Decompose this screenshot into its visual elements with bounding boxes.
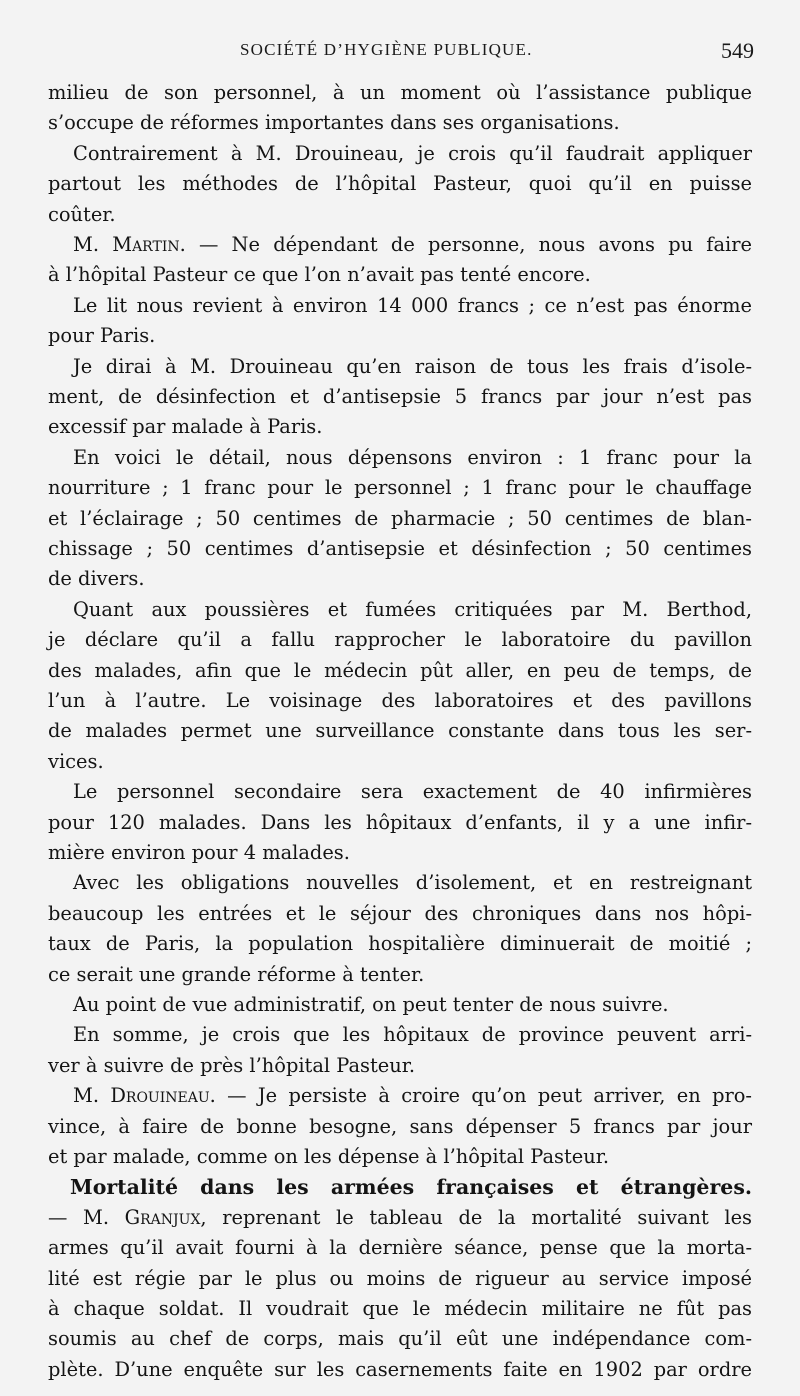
text-line [48,1051,752,1081]
text-line [48,534,752,564]
line-text: Je dirai à M. Drouineau qu’en raison de tous les frais d’isole- [73,354,752,378]
speaker-name: — M. Granjux, [48,1205,207,1229]
text-line [48,1264,752,1294]
running-head: SOCIÉTÉ D’HYGIÈNE PUBLIQUE. [240,40,533,59]
text-line [73,352,752,382]
line-text: ver à suivre de près l’hôpital Pasteur. [48,1053,416,1077]
text-line [73,868,752,898]
text-line [48,656,752,686]
line-text: l’un à l’autre. Le voisinage des laboratoires et des pavillons [48,689,752,712]
text-line [73,443,752,473]
line-text: milieu de son personnel, à un moment où l’assistance publique [48,81,752,104]
line-text: partout les méthodes de l’hôpital Pasteur, quoi qu’il en puisse [48,172,752,196]
line-text: des malades, afin que le médecin pût aller, en peu de temps, de [48,658,752,682]
text-line [48,1142,752,1172]
text-line [48,1112,752,1142]
text-line [70,1172,752,1202]
line-text: plète. D’une enquête sur les casernements faite en 1902 par ordre [48,1357,752,1381]
text-line [48,625,752,655]
section-heading: Mortalité dans les armées françaises et étrangères. [70,1175,752,1200]
line-text: Contrairement à M. Drouineau, je crois qu’il faudrait appliquer [73,141,752,165]
text-line [73,139,752,169]
line-text: soumis au chef de corps, mais qu’il eût une indépendance com- [48,1327,752,1351]
line-text: taux de Paris, la population hospitalière diminuerait de moitié ; [48,932,752,956]
text-line [48,1203,752,1233]
text-line [48,686,752,716]
text-line [48,78,752,108]
line-text: En voici le détail, nous dépensons environ : 1 franc pour la [73,445,752,469]
text-line [48,899,752,929]
line-text: Quant aux poussières et fumées critiquées par M. Berthod, [73,597,752,621]
line-text: vince, à faire de bonne besogne, sans dépenser 5 francs par jour [48,1114,752,1138]
line-text: à chaque soldat. Il voudrait que le médecin militaire ne fût pas [48,1297,752,1320]
page-number: 549 [721,38,754,63]
line-text: En somme, je crois que les hôpitaux de province peuvent arri- [73,1023,752,1047]
line-text: à l’hôpital Pasteur ce que l’on n’avait pas tenté encore. [48,263,591,287]
line-text: s’occupe de réformes importantes dans ses organisations. [48,111,620,135]
text-line [48,260,752,290]
line-text: nourriture ; 1 franc pour le personnel ; 1 franc pour le chauffage [48,476,752,500]
line-text: pour 120 malades. Dans les hôpitaux d’enfants, il y a une infir- [48,810,752,834]
text-line [73,1081,752,1111]
line-text: pour Paris. [48,324,156,348]
line-text: ment, de désinfection et d’antisepsie 5 francs par jour n’est pas [48,385,752,408]
text-line [48,1324,752,1354]
line-text: reprenant le tableau de la mortalité suivant les [206,1205,753,1229]
line-text: vices. [48,749,104,773]
text-line [48,169,752,199]
text-line [48,321,752,351]
line-text: chissage ; 50 centimes d’antisepsie et désinfection ; 50 centimes [48,537,752,560]
line-text: — Je persiste à croire qu’on peut arriver, en pro- [215,1084,752,1108]
line-text: armes qu’il avait fourni à la dernière séance, pense que la morta- [48,1236,752,1260]
line-text: ce serait une grande réforme à tenter. [48,962,425,986]
text-line [73,291,752,321]
text-line [48,473,752,503]
text-line [48,838,752,868]
text-line [48,960,752,990]
text-line [73,990,752,1020]
line-text: excessif par malade à Paris. [48,415,323,439]
text-line [48,716,752,746]
text-line [48,1355,752,1385]
speaker-name: M. Drouineau. [73,1084,216,1108]
line-text: — Ne dépendant de personne, nous avons pu faire [185,233,752,256]
text-line [48,382,752,412]
text-line [48,200,752,230]
line-text: Avec les obligations nouvelles d’isolement, et en restreignant [73,871,752,895]
text-line [73,595,752,625]
text-line [48,929,752,959]
text-line [48,1294,752,1324]
speaker-name: M. Martin. [73,233,186,256]
line-text: je déclare qu’il a fallu rapprocher le laboratoire du pavillon [48,628,752,652]
line-text: de malades permet une surveillance constante dans tous les ser- [48,719,752,743]
line-text: mière environ pour 4 malades. [48,841,350,864]
line-text: Au point de vue administratif, on peut tenter de nous suivre. [73,993,669,1016]
line-text: lité est régie par le plus ou moins de rigueur au service imposé [48,1266,752,1290]
text-line [48,1233,752,1263]
line-text: et l’éclairage ; 50 centimes de pharmacie ; 50 centimes de blan- [48,506,752,530]
line-text: Le personnel secondaire sera exactement de 40 infirmières [73,780,752,804]
line-text: et par malade, comme on les dépense à l’hôpital Pasteur. [48,1145,610,1168]
text-line [48,412,752,442]
line-text: de divers. [48,567,145,591]
text-line [48,808,752,838]
text-line [48,747,752,777]
line-text: beaucoup les entrées et le séjour des chroniques dans nos hôpi- [48,901,752,925]
line-text: Le lit nous revient à environ 14 000 francs ; ce n’est pas énorme [73,293,752,317]
text-line [73,777,752,807]
text-line [73,1020,752,1050]
text-line [48,108,752,138]
text-line [48,504,752,534]
text-line [73,230,752,260]
text-line [48,564,752,594]
line-text: coûter. [48,202,116,226]
